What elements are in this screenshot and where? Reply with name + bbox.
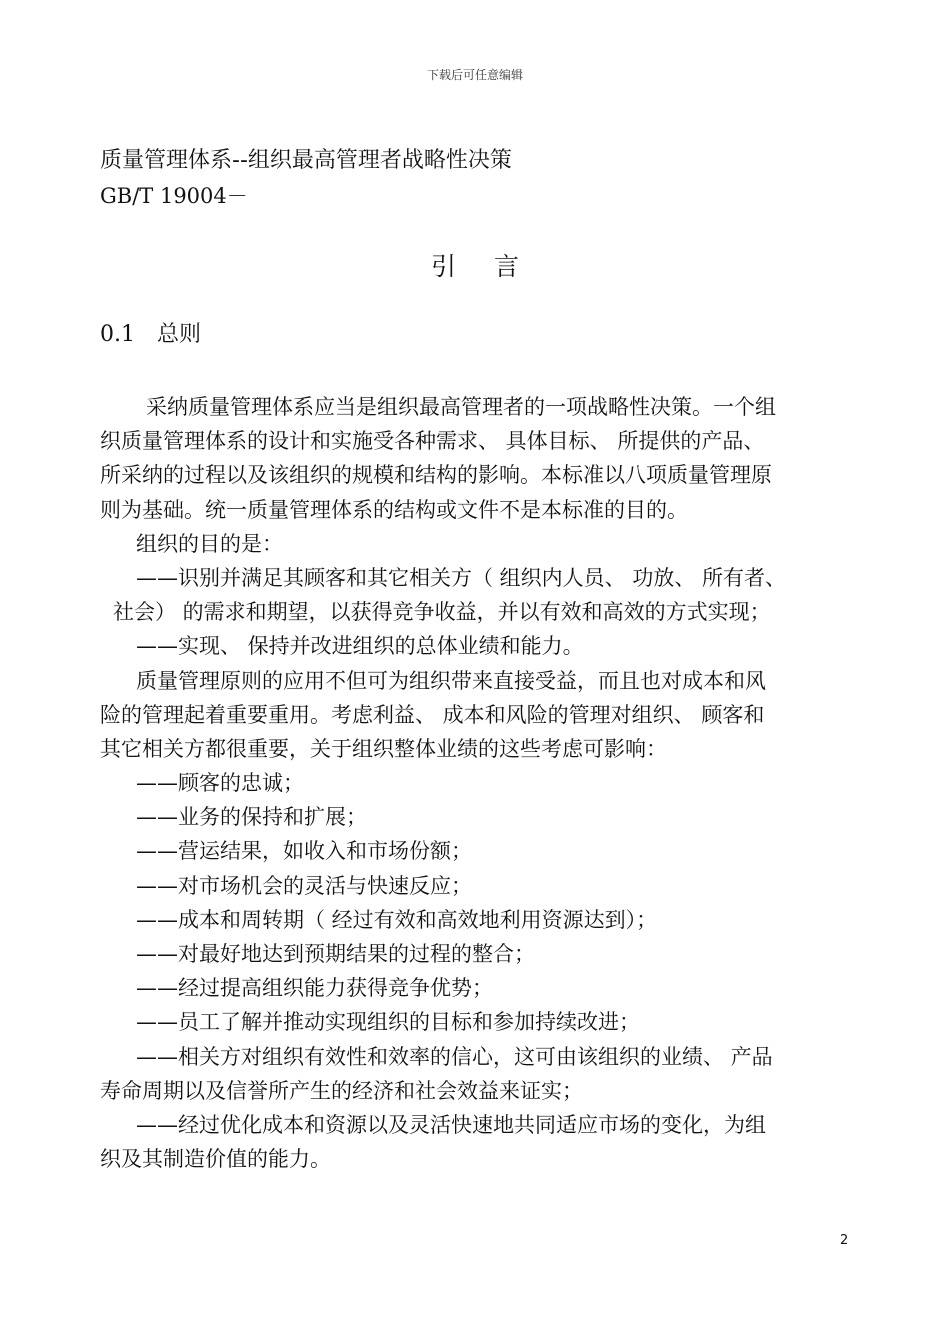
list-item: ——员工了解并推动实现组织的目标和参加持续改进； [136,1010,640,1035]
list-item: ——营运结果，如收入和市场份额； [136,839,472,864]
paragraph-line: 组织的目的是： [136,531,283,556]
list-item: ——经过优化成本和资源以及灵活快速地共同适应市场的变化，为组 [136,1112,766,1137]
page-number: 2 [840,1233,849,1248]
header-note: 下载后可任意编辑 [426,68,523,82]
paragraph-line: 采纳质量管理体系应当是组织最高管理者的一项战略性决策。一个组 [146,395,776,419]
list-item: ——业务的保持和扩展； [136,805,367,830]
section-title: 总则 [157,322,202,347]
list-item: ——经过提高组织能力获得竞争优势； [136,976,493,1001]
list-item-continuation: 社会） 的需求和期望，以获得竞争收益，并以有效和高效的方式实现； [113,600,771,625]
paragraph-line: 其它相关方都很重要，关于组织整体业绩的这些考虑可影响： [100,736,667,761]
section-heading [100,320,201,350]
paragraph-line: 质量管理原则的应用不但可为组织带来直接受益，而且也对成本和风 [136,668,766,693]
list-item-continuation: 织及其制造价值的能力。 [100,1147,331,1172]
standard-code: GB/T 19004－ [100,184,248,208]
body-text [100,390,860,1176]
list-item: ——成本和周转期（ 经过有效和高效地利用资源达到）； [136,907,658,932]
list-item-continuation: 寿命周期以及信誉所产生的经济和社会效益来证实； [100,1078,583,1103]
section-number: 0.1 [100,322,135,347]
paragraph-line: 织质量管理体系的设计和实施受各种需求、 具体目标、 所提供的产品、 [100,429,765,454]
list-item: ——识别并满足其顾客和其它相关方（ 组织内人员、 功放、 所有者、 [136,565,787,590]
list-item: ——实现、 保持并改进组织的总体业绩和能力。 [136,634,584,659]
paragraph-line: 则为基础。统一质量管理体系的结构或文件不是本标准的目的。 [100,497,688,522]
list-item: ——对市场机会的灵活与快速反应； [136,873,472,898]
intro-heading: 引言 [430,252,557,281]
paragraph-line: 险的管理起着重要重用。考虑利益、 成本和风险的管理对组织、 顾客和 [100,702,765,727]
paragraph-line: 所采纳的过程以及该组织的规模和结构的影响。本标准以八项质量管理原 [100,463,772,488]
document-title: 质量管理体系--组织最高管理者战略性决策 [100,148,512,173]
list-item: ——相关方对组织有效性和效率的信心，这可由该组织的业绩、 产品 [136,1044,773,1069]
list-item: ——对最好地达到预期结果的过程的整合； [136,942,535,966]
list-item: ——顾客的忠诚； [136,771,304,796]
